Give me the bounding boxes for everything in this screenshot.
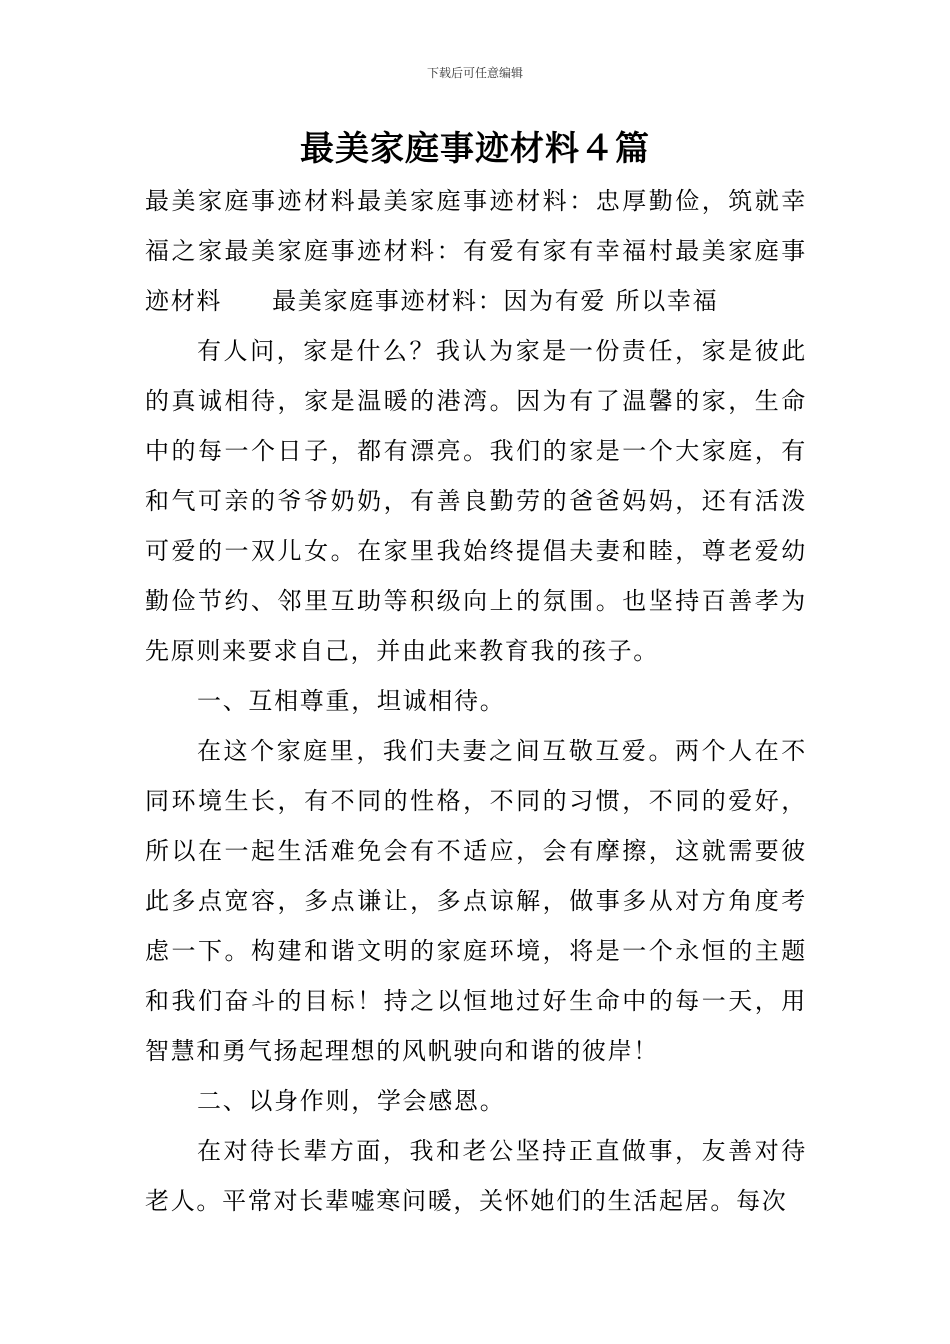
intro-text: 最美家庭事迹材料最美家庭事迹材料：忠厚勤俭，筑就幸福之家最美家庭事迹材料：有爱有家有幸福村最美家庭事迹材料 bbox=[145, 187, 807, 315]
paragraph-3: 在对待长辈方面，我和老公坚持正直做事，友善对待老人。平常对长辈嘘寒问暖，关怀她们的生活起居。每次 bbox=[145, 1137, 807, 1215]
header-note: 下载后可任意编辑 bbox=[426, 66, 523, 80]
intro-paragraph bbox=[145, 176, 807, 326]
intro-subtitle: 最美家庭事迹材料：因为有爱 所以幸福 bbox=[272, 287, 719, 315]
paragraph-2: 在这个家庭里，我们夫妻之间互敬互爱。两个人在不同环境生长，有不同的性格，不同的习惯，不同的爱好，所以在一起生活难免会有不适应，会有摩擦，这就需要彼此多点宽容，多点谦让，多点谅解，做事多从对方角度考虑一下。构建和谐文明的家庭环境，将是一个永恒的主题和我们奋斗的目标！持之以恒地过好生命中的每一天，用智慧和勇气扬起理想的风帆驶向和谐的彼岸！ bbox=[145, 737, 807, 1065]
section-heading-1: 一、互相尊重，坦诚相待。 bbox=[197, 687, 506, 715]
document-body bbox=[145, 176, 807, 1226]
document-title: 最美家庭事迹材料４篇 bbox=[300, 129, 650, 169]
paragraph-1: 有人问，家是什么？我认为家是一份责任，家是彼此的真诚相待，家是温暖的港湾。因为有了温馨的家，生命中的每一个日子，都有漂亮。我们的家是一个大家庭，有和气可亲的爷爷奶奶，有善良勤劳的爸爸妈妈，还有活泼可爱的一双儿女。在家里我始终提倡夫妻和睦，尊老爱幼勤俭节约、邻里互助等积级向上的氛围。也坚持百善孝为先原则来要求自己，并由此来教育我的孩子。 bbox=[145, 337, 807, 665]
section-heading-2: 二、以身作则，学会感恩。 bbox=[197, 1087, 506, 1115]
